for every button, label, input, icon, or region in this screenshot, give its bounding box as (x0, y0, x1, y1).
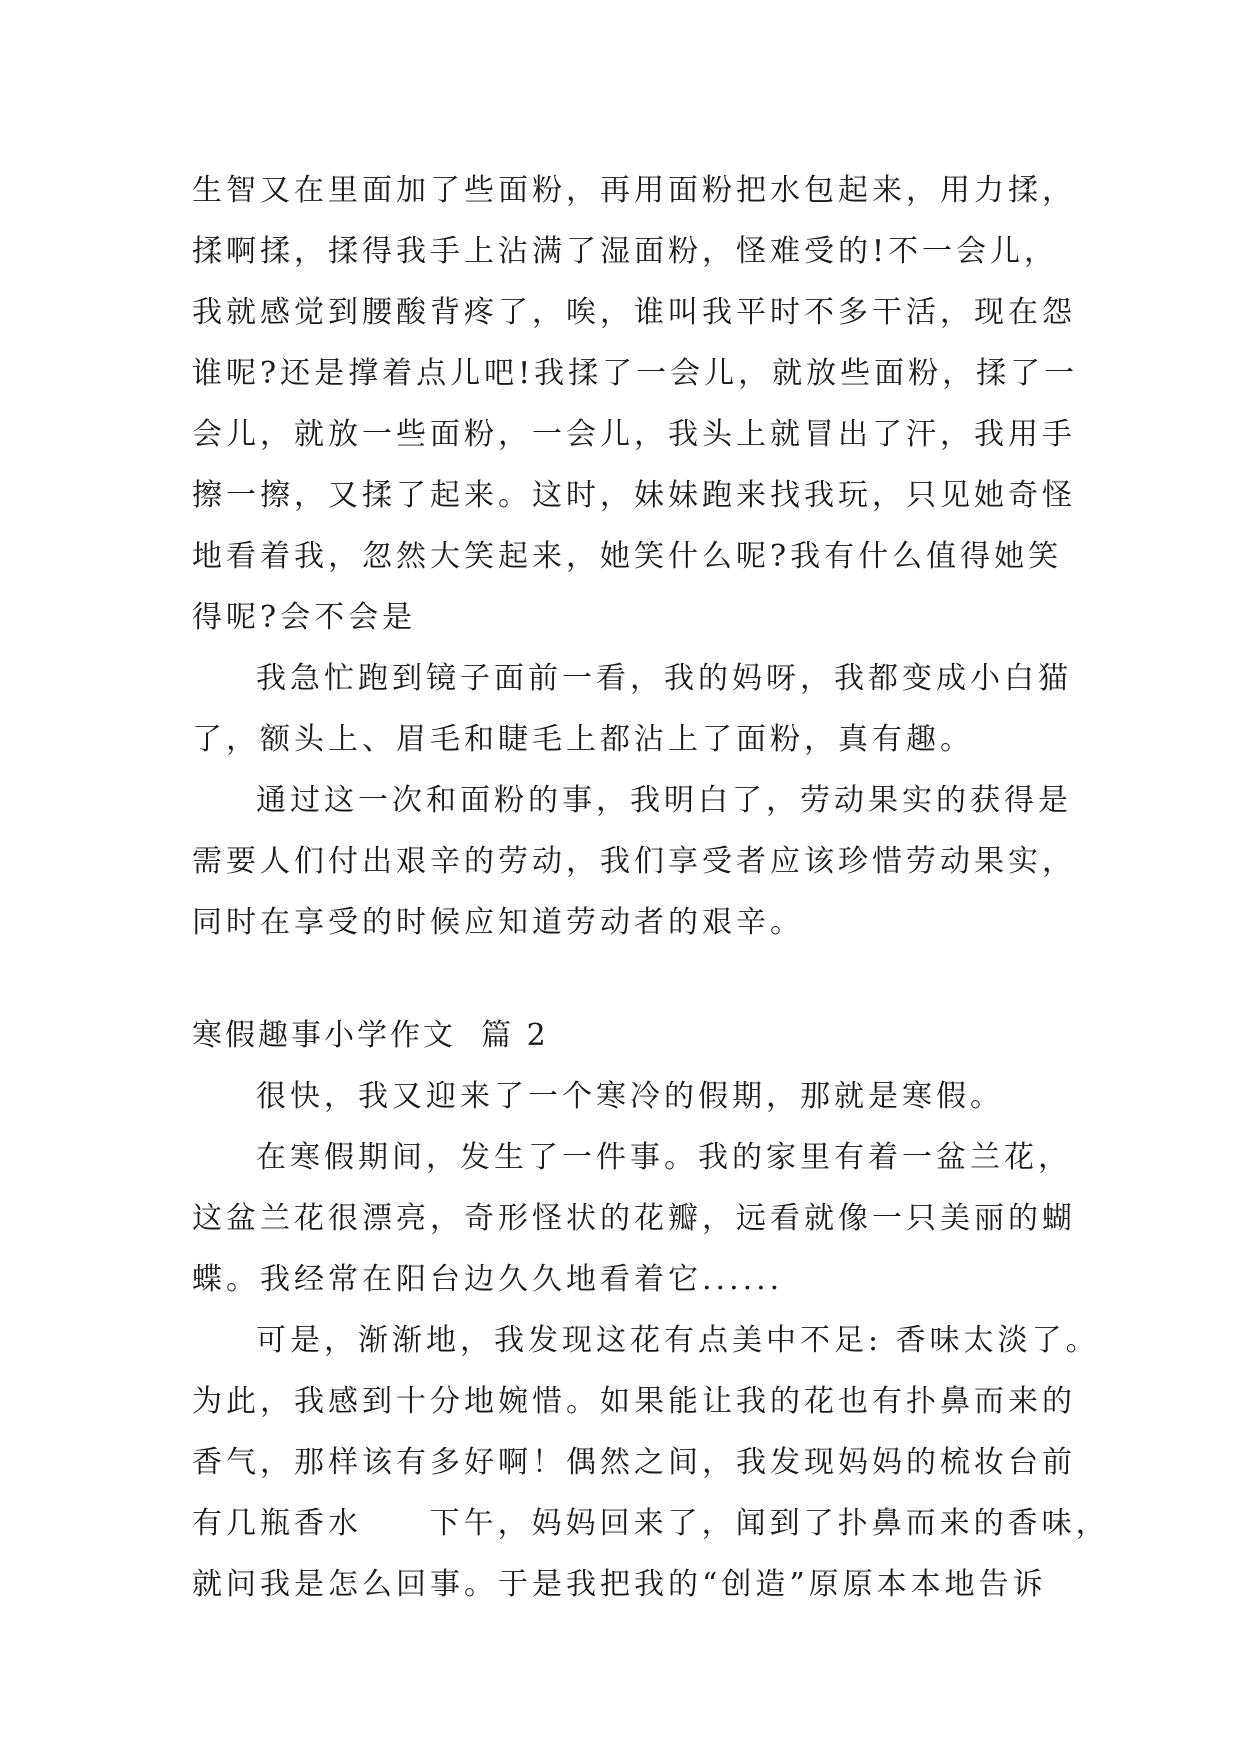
text-line: 很快，我又迎来了一个寒冷的假期，那就是寒假。 (256, 1079, 1004, 1114)
text-line: 得呢?会不会是 (192, 600, 417, 635)
paragraph-6 (192, 1310, 1110, 1615)
section-heading: 寒假趣事小学作文 篇 2 (192, 1018, 549, 1053)
text-line: 地看着我，忽然大笑起来，她笑什么呢?我有什么值得她笑 (192, 539, 1063, 574)
text-line: 同时在享受的时候应知道劳动者的艰辛。 (192, 905, 804, 940)
text-line: 揉啊揉，揉得我手上沾满了湿面粉，怪难受的!不一会儿， (192, 234, 1059, 269)
text-line: 需要人们付出艰辛的劳动，我们享受者应该珍惜劳动果实， (192, 844, 1076, 879)
text-line: 我急忙跑到镜子面前一看，我的妈呀，我都变成小白猫 (256, 661, 1072, 696)
section-gap (192, 953, 1072, 1005)
text-line: 在寒假期间，发生了一件事。我的家里有着一盆兰花， (256, 1140, 1072, 1175)
document-body (192, 160, 1110, 1615)
paragraph-5 (192, 1127, 1076, 1310)
text-line: 谁呢?还是撑着点儿吧!我揉了一会儿，就放些面粉，揉了一 (192, 356, 1079, 391)
text-line: 我就感觉到腰酸背疼了，唉，谁叫我平时不多干活，现在怨 (192, 295, 1076, 330)
text-line: 可是，渐渐地，我发现这花有点美中不足: 香味太淡了。 (256, 1323, 1100, 1358)
text-line: 擦一擦，又揉了起来。这时，妹妹跑来找我玩，只见她奇怪 (192, 478, 1076, 513)
text-line: 这盆兰花很漂亮，奇形怪状的花瓣，远看就像一只美丽的蝴 (192, 1201, 1076, 1236)
paragraph-2 (192, 648, 1072, 770)
text-line: 为此，我感到十分地婉惜。如果能让我的花也有扑鼻而来的 (192, 1384, 1076, 1419)
text-line: 蝶。我经常在阳台边久久地看着它...... (192, 1262, 784, 1297)
paragraph-4 (192, 1066, 1072, 1127)
text-line: 有几瓶香水 下午，妈妈回来了，闻到了扑鼻而来的香味， (192, 1506, 1110, 1541)
paragraph-3 (192, 770, 1076, 953)
text-line: 生智又在里面加了些面粉，再用面粉把水包起来，用力揉， (192, 173, 1076, 208)
text-line: 了，额头上、眉毛和睫毛上都沾上了面粉，真有趣。 (192, 722, 974, 757)
text-line: 会儿，就放一些面粉，一会儿，我头上就冒出了汗，我用手 (192, 417, 1076, 452)
text-line: 香气，那样该有多好啊！偶然之间，我发现妈妈的梳妆台前 (192, 1445, 1076, 1480)
text-line: 通过这一次和面粉的事，我明白了，劳动果实的获得是 (256, 783, 1072, 818)
text-line: 就问我是怎么回事。于是我把我的“创造”原原本本地告诉 (192, 1567, 1047, 1602)
paragraph-1 (192, 160, 1079, 648)
